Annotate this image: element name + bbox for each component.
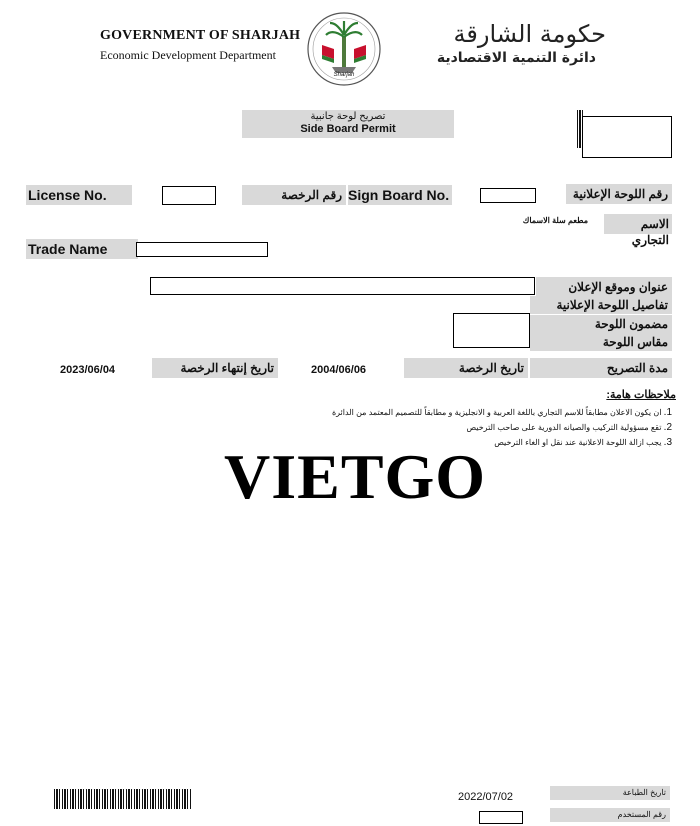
details-ar-label: تفاصيل اللوحة الإعلانية [530,296,672,314]
header-gov-ar: حكومة الشارقة [453,20,606,48]
trade-name-field [136,242,268,257]
permit-title-en: Side Board Permit [300,123,396,135]
user-no-ar-label: رقم المستخدم [550,808,670,822]
sign-board-no-field [480,188,536,203]
header-gov-en: GOVERNMENT OF SHARJAH [100,28,301,43]
emblem-text: Sharjah [333,72,355,78]
address-ar-label: عنوان وموقع الإعلان [536,277,672,297]
sharjah-emblem [306,11,382,87]
sign-board-no-ar-label: رقم اللوحة الإعلانية [566,184,672,204]
expiry-date-ar-label: تاريخ إنتهاء الرخصة [152,358,278,378]
notes-title: ملاحظات هامة: [606,389,676,401]
note-item: 2. تقع مسؤولية التركيب والصيانه الدورية على صاحب الترخيص [466,422,672,433]
size-ar-label: مقاس اللوحة [530,333,672,351]
trade-name-ar-label: الاسم التجاري [604,214,672,234]
permit-title-box [242,110,454,138]
expiry-date-value: 2023/06/04 [60,364,116,376]
license-no-label: License No. [26,185,132,205]
print-date-value: 2022/07/02 [458,791,514,803]
permit-period-ar-label: مدة التصريح [530,358,672,378]
header-dept-en: Economic Development Department [100,48,276,62]
user-no-field [479,811,523,824]
barcode-bottom [54,789,192,809]
permit-title-ar: تصريح لوحة جانبية [310,111,386,122]
content-ar-label: مضمون اللوحة [530,315,672,333]
trade-name-label: Trade Name [26,239,138,259]
note-item: 3. يجب ازالة اللوحة الاعلانية عند نقل او الغاء الترخيص [494,437,672,448]
watermark: VIETGO [224,441,487,512]
license-date-ar-label: تاريخ الرخصة [404,358,528,378]
license-no-field [162,186,216,205]
print-date-ar-label: تاريخ الطباعة [550,786,670,800]
trade-name-value-ar: مطعم سلة الاسماك [522,216,588,225]
content-field [453,313,530,348]
license-date-value: 2004/06/06 [311,364,367,376]
sign-board-no-label: Sign Board No. [348,185,452,205]
header-dept-ar: دائرة التنمية الاقتصادية [436,50,596,66]
address-field [150,277,535,295]
permit-number-box [582,116,672,158]
license-no-ar-label: رقم الرخصة [242,185,346,205]
note-item: 1. ان يكون الاعلان مطابقاً للاسم التجاري باللغة العربية و الانجليزية و مطابقاً للتصميم المعتمد من الدائرة [331,407,672,418]
